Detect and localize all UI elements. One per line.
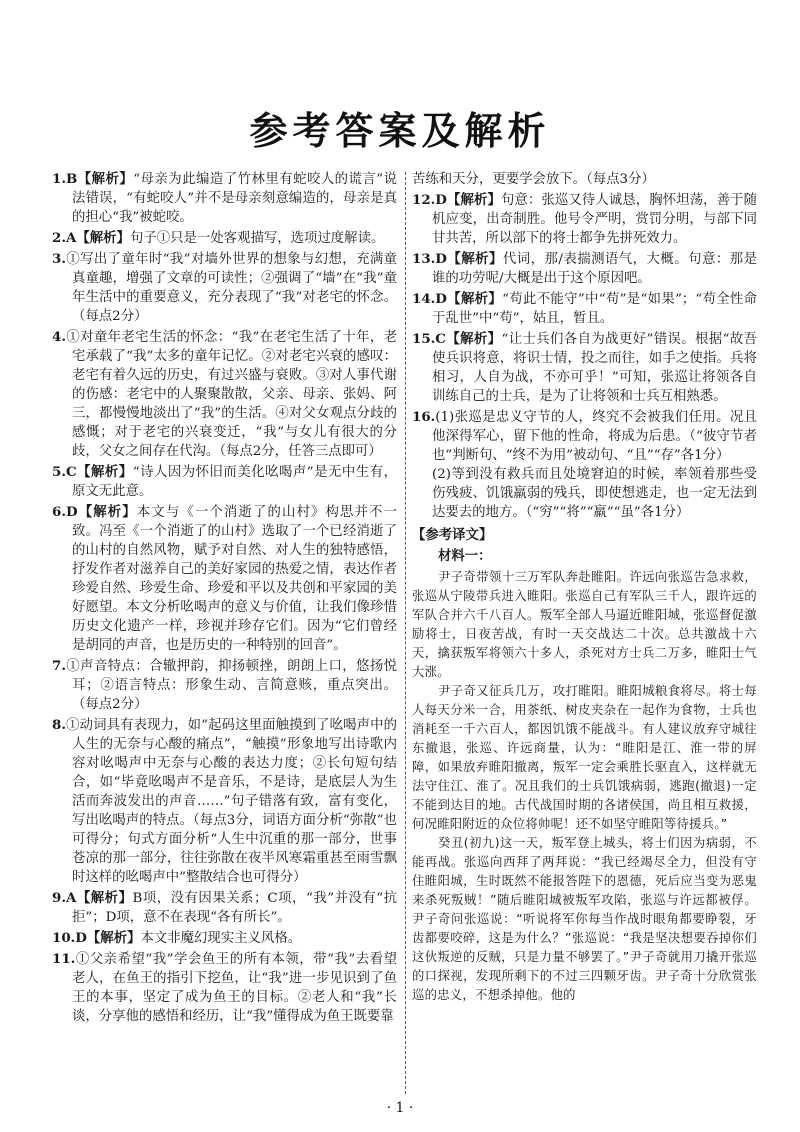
answer-number: 10.D [52,930,87,946]
answer-text: ①写出了童年时“我”对墙外世界的想象与幻想，充满童真童趣，增强了文章的可读性；②强调了“墙”在“我”童年生活中的重要意义，充分表现了“我”对老宅的怀念。（每点2分） [65,252,397,324]
answer-text: ①父亲希望“我”学会鱼王的所有本领，带“我”去看望老人，在鱼王的指引下挖鱼，让“我”进一步见识到了鱼王的本事，坚定了成为鱼王的目标。②老人和“我”长谈，分享他的感悟和经历，让“我”懂得成为鱼王既要靠 [72,952,397,1024]
left-answer-item [52,657,397,714]
answer-16-part-1: (1)张巡是忠义守节的人，终究不会被我们任用。况且他深得军心，留下他的性命，将成为后患。（“彼守节者也”判断句、“终不为用”被动句、“且”“存”各1分） [432,410,757,463]
material-title: 材料一： [438,549,492,564]
answer-number: 15.C [412,331,446,347]
translation-paragraph: 尹子奇带领十三万军队奔赴睢阳。许远向张巡告急求救，张巡从宁陵带兵进入睢阳。张巡自己有军队三千人，跟许远的军队合并六千八百人。叛军全部人马逼近睢阳城，张巡督促激励将士，日夜苦战，有时一天交战达二十次。总共激战十六天，擒获叛军将领六十多人，杀死对方士兵二万多，睢阳士气大涨。 [412,570,757,679]
column-divider [405,172,406,1094]
left-answer-item [52,929,397,948]
page-title: 参考答案及解析 [249,109,551,153]
answer-number: 5.C [52,464,77,480]
left-answer-item [52,328,397,461]
left-answer-item [52,950,397,1026]
left-answer-item [52,503,397,655]
left-answer-item [52,716,397,887]
answer-text: ①动词具有表现力，如“起码这里面触摸到了吆喝声中的人生的无奈与心酸的痛点”，“触摸”形象地写出诗歌内容对吆喝声中无奈与心酸的表达力度；②长句短句结合，如“毕竟吆喝声不是音乐，不是诗，是底层人为生活而奔波发出的声音……”句子错落有致，富有变化，写出吆喝声的特点。（每点3分，词语方面分析“弥散”也可得分；句式方面分析“人生中沉重的那一部分，世事苍凉的那一部分，往往弥散在夜半风寒霜重甚至雨雪飘时这样的吆喝声中”整散结合也可得分） [65,718,397,885]
answer-number: 7. [52,658,66,674]
answer-text: 句子①只是一处客观描写，选项过度解读。 [129,231,385,246]
answer-number: 12.D [412,192,447,208]
answer-text: ①对童年老宅生活的怀念：“我”在老宅生活了十年，老宅承载了“我”太多的童年记忆。②对老宅兴衰的感叹：老宅有着久远的历史，有过兴盛与衰败。③对人事代谢的伤感：老宅中的人聚聚散散，父亲、母亲、张妈、阿三，都慢慢地淡出了“我”的生活。④对父女观点分歧的感慨；对于老宅的兴衰变迁，“我”与女儿有很大的分歧，父女之间存在代沟。（每点2分，任答三点即可） [65,330,397,459]
right-answer-item [412,290,757,328]
analysis-tag: 【解析】 [446,251,503,267]
answer-text: 代词，那/表揣测语气，大概。句意：那是谁的功劳呢/大概是出于这个原因吧。 [432,252,758,286]
answer-number: 8. [52,717,66,733]
page-number: · 1 · [386,1100,414,1116]
analysis-tag: 【解析】 [446,291,503,307]
analysis-tag: 【解析】 [446,192,501,208]
left-answer-item [52,170,397,227]
answer-text: 句意：张巡又待人诚恳，胸怀坦荡，善于随机应变，出奇制胜。他号令严明，赏罚分明，与部下同甘共苦，所以部下的将士都争先拼死效力。 [432,193,758,246]
answer-text: 本文与《一个消逝了的山村》构思并不一致。冯至《一个消逝了的山村》选取了一个已经消逝了的山村的自然风物，赋予对自然、对人生的独特感悟，抒发作者对滋养自己的美好家园的热爱之情，表达作者珍爱自然、珍爱生命、珍爱和平以及共创和平家园的美好愿望。本文分析吆喝声的意义与价值，让我们像珍惜历史文化遗产一样，珍视并珍存它们。因为“它们曾经是胡同的声音，也是历史的一种特别的回音”。 [72,505,398,653]
answer-number: 14.D [412,291,447,307]
answer-text: “诗人因为怀旧而美化吆喝声”是无中生有，原文无此意。 [72,465,397,499]
analysis-tag: 【解析】 [86,930,141,946]
right-column [412,170,757,1005]
right-answer-item [412,330,757,406]
answer-number: 2.A [52,230,77,246]
left-answer-item [52,889,397,927]
analysis-tag: 【解析】 [76,890,133,906]
answer-text: “母亲为此编造了竹林里有蛇咬人的谎言”说法错误，“有蛇咬人”并不是母亲刻意编造的，母亲是真的担心“我”被蛇咬。 [72,172,397,225]
translation-paragraph: 尹子奇又征兵几万，攻打睢阳。睢阳城粮食将尽。将士每人每天分米一合，用茶纸、树皮夹杂在一起作为食物，士兵也消耗至一千六百人，都因饥饿不能战斗。有人建议放弃守城往东撤退，张巡、许远商量，认为：“睢阳是江、淮一带的屏障，如果放弃睢阳撤离，叛军一定会乘胜长驱直入，这样就无法守住江、淮了。况且我们的士兵饥饿病弱，逃跑(撤退)一定不能到达目的地。古代战国时期的各诸侯国，尚且相互救援，何况睢阳附近的众位将帅呢！还不如坚守睢阳等待援兵。” [412,684,757,831]
translation-text [412,568,757,1005]
answer-number: 6.D [52,504,78,520]
answer-continuation: 苦练和天分，更要学会放下。（每点3分） [412,172,655,187]
analysis-tag: 【解析】 [77,504,137,520]
right-answer-list [412,191,757,406]
translation-paragraph: 癸丑(初九)这一天，叛军登上城头，将士们因为病弱，不能再战。张巡向西拜了两拜说：“我已经竭尽全力，但没有守住睢阳城，生时既然不能报答陛下的恩德，死后应当变为恶鬼来杀死叛贼！”随后睢阳城被叛军攻陷，张巡与许远都被俘。尹子奇问张巡说：“听说将军你每当作战时眼角都要睁裂，牙齿都要咬碎，这是为什么？”张巡说：“我是坚决想要吞掉你们这伙叛逆的反贼，只是力量不够罢了。”尹子奇就用刀撬开张巡的口探视，发现所剩下的不过三四颗牙齿。尹子奇十分欣赏张巡的忠义，不想杀掉他。他的 [412,836,757,1002]
left-column [52,170,397,1028]
analysis-tag: 【解析】 [76,464,133,480]
answer-number: 11. [52,951,76,967]
answer-number: 9.A [52,890,77,906]
answer-text: “苟此不能守”中“苟”是“如果”；“苟全性命于乱世”中“苟”，姑且，暂且。 [432,292,758,326]
right-answer-item [412,191,757,248]
analysis-tag: 【解析】 [445,331,502,347]
answer-16-part-2: (2)等到没有救兵而且处境窘迫的时候，率领着那些受伤残疲、饥饿羸弱的残兵，即使想逃走，也一定无法到达要去的地方。（“穷”“将”“羸”“虽”各1分） [432,467,757,520]
left-answer-item [52,250,397,326]
answer-number: 13.D [412,251,447,267]
right-answer-item [412,250,757,288]
answer-number: 16. [412,409,436,425]
answer-number: 3. [52,251,66,267]
translation-heading: 【参考译文】 [412,528,493,543]
answer-text: ①声音特点：合辙押韵，抑扬顿挫，朗朗上口，悠扬悦耳；②语言特点：形象生动、言简意赅，重点突出。（每点2分） [65,659,397,712]
analysis-tag: 【解析】 [76,230,130,246]
answer-text: B项，没有因果关系；C项，“我”并没有“抗拒”；D项，意不在表现“各有所长”。 [72,891,398,925]
answer-item-16 [412,408,757,522]
answer-text: 本文非魔幻现实主义风格。 [140,931,302,946]
answer-text: “让士兵们各自为战更好”错误。根据“故吾使兵识将意，将识士情，投之而往，如手之使指。兵将相习，人自为战，不亦可乎！”可知，张巡让将领各自训练自己的士兵，是为了让将领和士兵互相熟悉。 [432,332,757,404]
answer-number: 4. [52,329,66,345]
answer-number: 1.B [52,171,78,187]
analysis-tag: 【解析】 [77,171,134,187]
left-answer-item [52,229,397,248]
left-answer-item [52,463,397,501]
